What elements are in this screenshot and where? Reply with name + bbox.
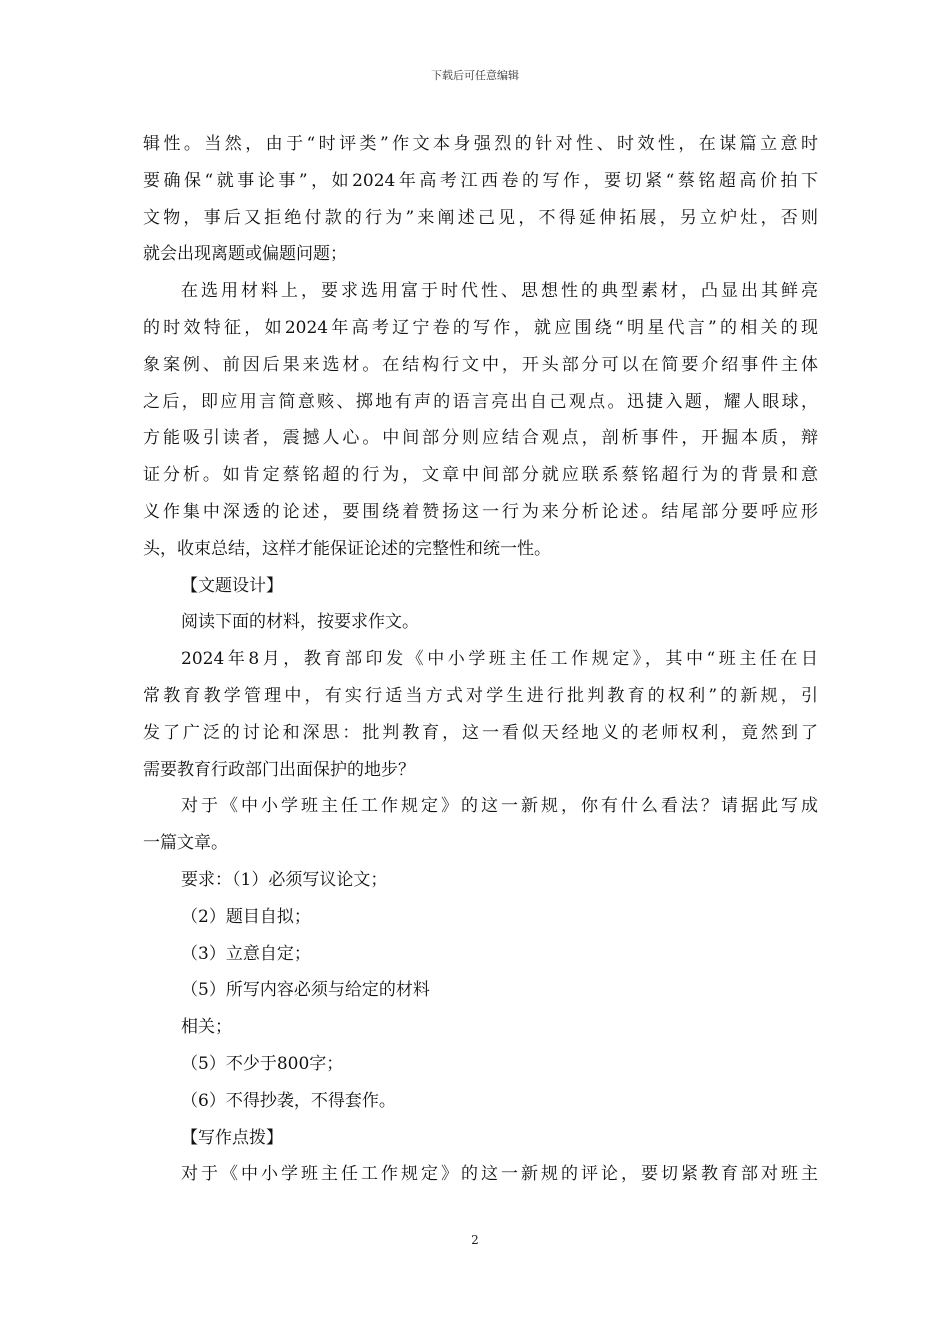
- text-line: 一篇文章。: [143, 833, 228, 854]
- text-line: 2024年8月，教育部印发《中小学班主任工作规定》，其中“班主任在日: [181, 649, 818, 670]
- text-line: 方能吸引读者，震撼人心。中间部分则应结合观点，剖析事件，开掘本质，辩: [143, 428, 818, 449]
- requirement-item: 相关；: [181, 1017, 232, 1038]
- text-line: 对于《中小学班主任工作规定》的这一新规的评论，要切紧教育部对班主: [181, 1164, 818, 1185]
- requirement-item: 要求：（1）必须写议论文；: [181, 869, 388, 890]
- text-line: 证分析。如肯定蔡铭超的行为，文章中间部分就应联系蔡铭超行为的背景和意: [143, 465, 818, 486]
- requirement-item: （6）不得抄袭，不得套作。: [181, 1090, 396, 1111]
- text-line: 头，收束总结，这样才能保证论述的完整性和统一性。: [143, 538, 551, 559]
- text-line: 在选用材料上，要求选用富于时代性、思想性的典型素材，凸显出其鲜亮: [181, 281, 818, 302]
- section-heading: 【文题设计】: [181, 575, 283, 596]
- text-line: 需要教育行政部门出面保护的地步？: [143, 759, 415, 780]
- text-line: 之后，即应用言简意赅、掷地有声的语言亮出自己观点。迅捷入题，耀人眼球，: [143, 391, 818, 412]
- section-heading: 【写作点拨】: [181, 1127, 283, 1148]
- page-number: 2: [471, 1233, 479, 1247]
- text-line: 义作集中深透的论述，要围绕着赞扬这一行为来分析论述。结尾部分要呼应形: [143, 501, 818, 522]
- text-line: 象案例、前因后果来选材。在结构行文中，开头部分可以在简要介绍事件主体: [143, 354, 818, 375]
- text-line: 对于《中小学班主任工作规定》的这一新规，你有什么看法？请据此写成: [181, 796, 818, 817]
- requirement-item: （5）不少于800字；: [181, 1053, 344, 1074]
- page-header: 下载后可任意编辑: [431, 69, 519, 82]
- text-line: 文物，事后又拒绝付款的行为”来阐述己见，不得延伸拓展，另立炉灶，否则: [143, 207, 818, 228]
- requirement-item: （2）题目自拟；: [181, 906, 311, 927]
- requirement-item: （5）所写内容必须与给定的材料: [181, 980, 430, 1001]
- text-line: 就会出现离题或偏题问题；: [143, 244, 347, 265]
- text-line: 阅读下面的材料，按要求作文。: [181, 612, 419, 633]
- text-line: 常教育教学管理中，有实行适当方式对学生进行批判教育的权利”的新规，引: [143, 685, 818, 706]
- text-line: 的时效特征，如2024年高考辽宁卷的写作，就应围绕“明星代言”的相关的现: [143, 317, 818, 338]
- document-body: [143, 126, 818, 1193]
- text-line: 辑性。当然，由于“时评类”作文本身强烈的针对性、时效性，在谋篇立意时: [143, 134, 818, 154]
- text-line: 发了广泛的讨论和深思：批判教育，这一看似天经地义的老师权利，竟然到了: [143, 722, 818, 743]
- requirement-item: （3）立意自定；: [181, 943, 311, 964]
- text-line: 要确保“就事论事”，如2024年高考江西卷的写作，要切紧“蔡铭超高价拍下: [143, 170, 818, 191]
